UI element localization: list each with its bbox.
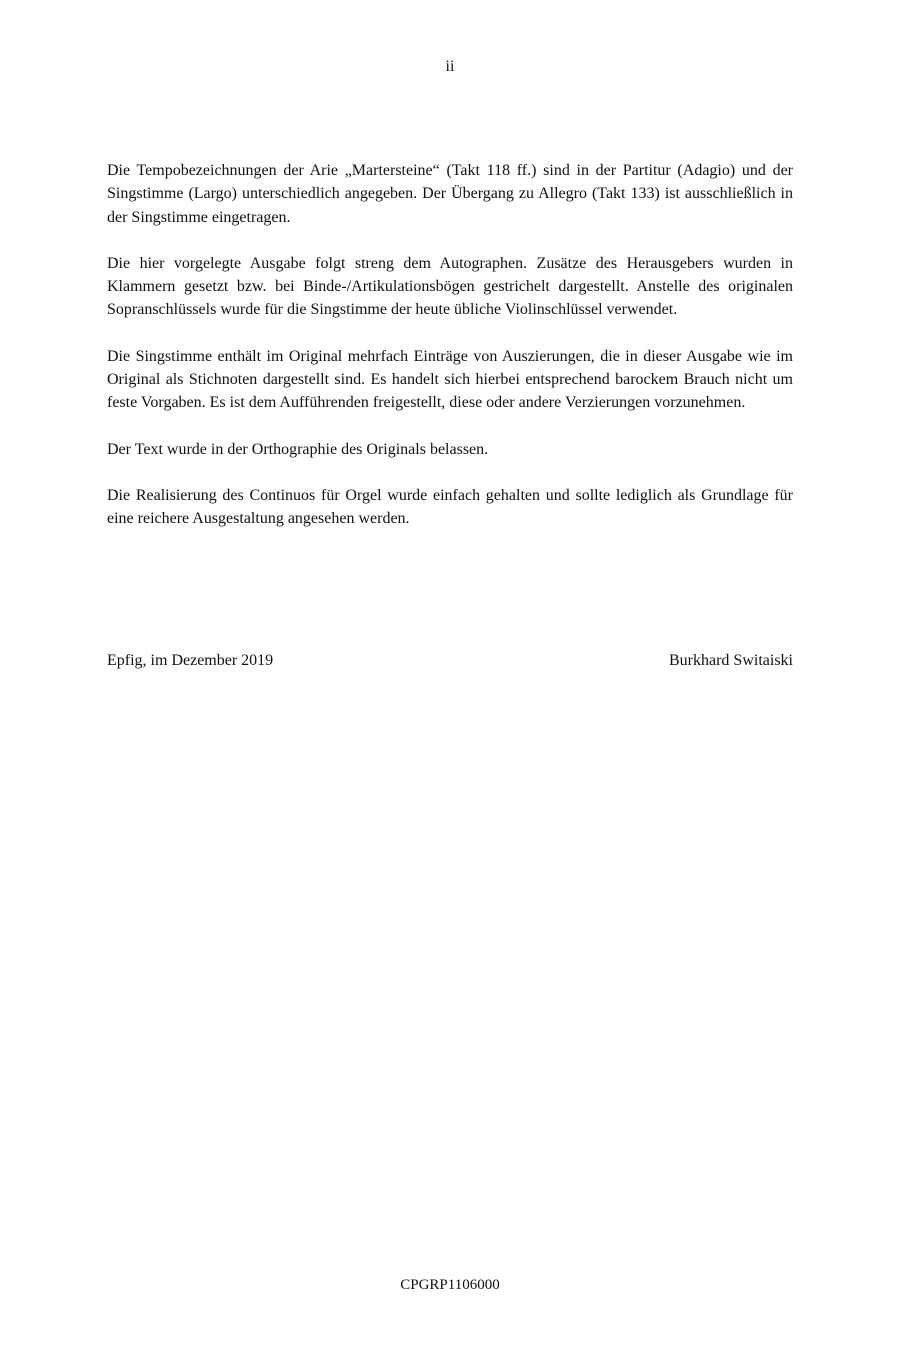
signature-row (107, 650, 793, 672)
author-name: Burkhard Switaiski (669, 652, 793, 669)
place-date: Epfig, im Dezember 2019 (107, 652, 274, 669)
preface-body (107, 159, 793, 554)
paragraph-tempo: Die Tempobezeichnungen der Arie „Martersteine“ (Takt 118 ff.) sind in der Partitur (Adagio) und der Singstimme (Largo) unterschiedlich angegeben. Der Übergang zu Allegro (Takt 133) ist ausschließlich in der Singstimme eingetragen. (107, 162, 793, 226)
page-number: ii (445, 58, 455, 75)
paragraph-ornaments: Die Singstimme enthält im Original mehrfach Einträge von Auszierungen, die in dieser Ausgabe wie im Original als Stichnoten dargestellt sind. Es handelt sich hierbei entsprechend barockem Brauch nicht um feste Vorgaben. Es ist dem Aufführenden freigestellt, diese oder andere Verzierungen vorzunehmen. (107, 347, 793, 412)
paragraph-continuo: Die Realisierung des Continuos für Orgel wurde einfach gehalten und sollte lediglich als Grundlage für eine reichere Ausgestaltung angesehen werden. (107, 486, 793, 528)
paragraph-edition: Die hier vorgelegte Ausgabe folgt streng dem Autographen. Zusätze des Herausgebers wurden in Klammern gesetzt bzw. bei Binde-/Artikulationsbögen gestrichelt dargestellt. Anstelle des originalen Sopranschlüssels wurde für die Singstimme der heute übliche Violinschlüssel verwendet. (107, 254, 793, 319)
catalog-code: CPGRP1106000 (400, 1277, 500, 1293)
paragraph-orthography: Der Text wurde in der Orthographie des Originals belassen. (107, 440, 489, 458)
